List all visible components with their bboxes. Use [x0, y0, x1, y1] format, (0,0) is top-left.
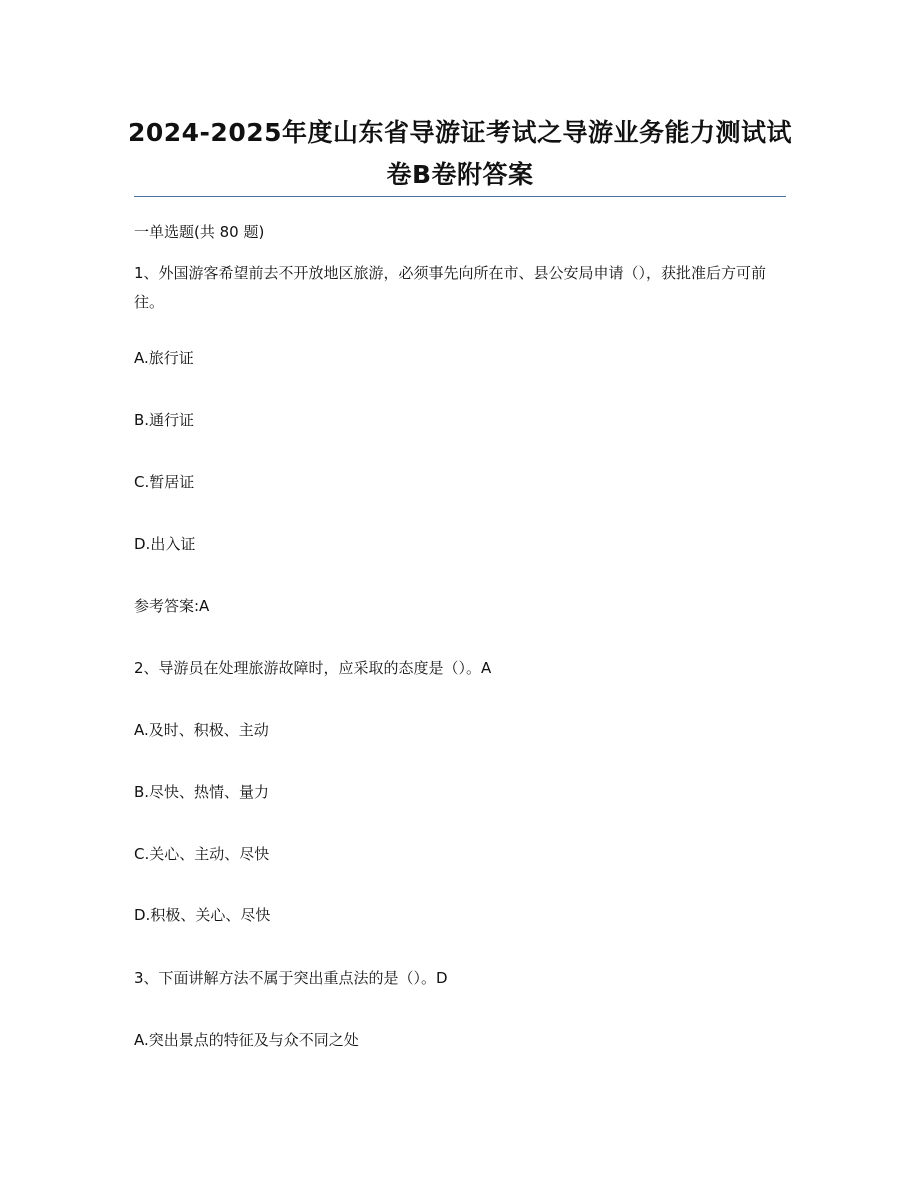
- question-1-answer: 参考答案:A: [134, 597, 210, 615]
- question-1-option-b: B.通行证: [134, 411, 195, 429]
- question-2-option-c: C.关心、主动、尽快: [134, 845, 270, 863]
- question-2-option-b: B.尽快、热情、量力: [134, 783, 270, 801]
- title-divider: [134, 196, 786, 197]
- question-2-option-a: A.及时、积极、主动: [134, 721, 269, 739]
- document-title: 2024-2025年度山东省导游证考试之导游业务能力测试试卷B卷附答案: [127, 118, 793, 189]
- section-heading: 一单选题(共 80 题): [134, 223, 265, 241]
- question-2-stem: 2、导游员在处理旅游故障时，应采取的态度是（）。A: [134, 659, 492, 677]
- question-3-option-a: A.突出景点的特征及与众不同之处: [134, 1031, 359, 1049]
- question-2-option-d: D.积极、关心、尽快: [134, 906, 271, 924]
- question-1-option-d: D.出入证: [134, 535, 196, 553]
- question-3-stem: 3、下面讲解方法不属于突出重点法的是（）。D: [134, 969, 448, 987]
- question-1-option-c: C.暂居证: [134, 473, 195, 491]
- question-1-option-a: A.旅行证: [134, 349, 194, 367]
- question-1-stem: 1、外国游客希望前去不开放地区旅游，必须事先向所在市、县公安局申请（），获批准后方可前往。: [134, 264, 767, 311]
